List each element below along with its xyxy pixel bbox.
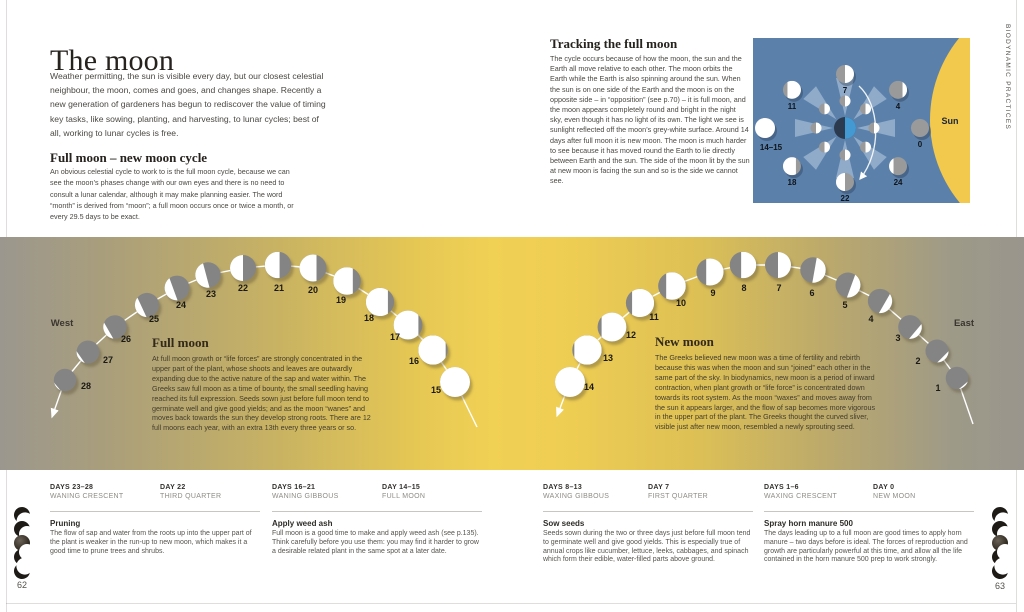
moon-phase-strip-left bbox=[12, 507, 32, 579]
arc-day-label: 18 bbox=[363, 313, 375, 323]
orbit-day-label: 18 bbox=[787, 178, 797, 188]
inner-moon bbox=[819, 142, 830, 153]
phase-name: FIRST QUARTER bbox=[648, 493, 709, 500]
arc-day-label: 2 bbox=[915, 356, 921, 366]
phase-name: WANING CRESCENT bbox=[50, 493, 124, 500]
action-description: Full moon is a good time to make and apply weed ash (see p.135). Think carefully before you use them: you may find it harder to grow a desirable related plant in the same spot at a later date. bbox=[272, 530, 479, 555]
moon-lit-side bbox=[366, 288, 388, 316]
east-label: East bbox=[953, 318, 975, 329]
arc-moon-day-19 bbox=[333, 267, 361, 295]
sun-label: Sun bbox=[941, 116, 959, 126]
inner-moon bbox=[860, 142, 871, 153]
full-moon-block bbox=[152, 335, 374, 433]
phase-name: THIRD QUARTER bbox=[160, 493, 222, 500]
divider bbox=[764, 511, 974, 512]
divider bbox=[543, 511, 753, 512]
arc-moon-day-12 bbox=[598, 313, 627, 342]
moon-phase-strip-right bbox=[990, 507, 1010, 579]
phase-days: DAY 0 bbox=[873, 484, 895, 491]
full-moon-block-heading: Full moon bbox=[152, 335, 209, 350]
arc-day-label: 10 bbox=[675, 298, 687, 308]
divider bbox=[272, 511, 482, 512]
action-description: The days leading up to a full moon are good times to apply horn manure – two days before is ideal. The forces of reproduction and growth are particularly powerful at this time, and allow all the life contained in the horn manure 500 prep to work strongly. bbox=[764, 530, 968, 564]
arc-day-label: 4 bbox=[868, 314, 874, 324]
arc-moon-day-22 bbox=[230, 255, 256, 281]
full-moon-block-paragraph: At full moon growth or “life forces” are strongly concentrated in the upper part of the plant, whose shoots and leaves are outwardly expanding due to the active nature of the sap and water within. The Greeks saw full moon as a time of bounty, the small seedling having reached its full expression. Seeds sown just before full moon tend to germinate well and give good yields; and as the moon “wanes” and moves back towards the sun they develop strong roots. There are 12 full moons each year, with an extra 13th every three years or so. bbox=[152, 354, 371, 433]
orbit-moon-day-11 bbox=[783, 81, 801, 99]
phase-name: WAXING CRESCENT bbox=[764, 493, 838, 500]
inner-moon bbox=[860, 103, 871, 114]
page-edge-bottom bbox=[6, 603, 1016, 604]
orbit-day-label: 0 bbox=[917, 140, 923, 149]
arc-day-label: 19 bbox=[335, 295, 347, 305]
phase-days: DAY 7 bbox=[648, 484, 670, 491]
arc-moon-day-7 bbox=[765, 252, 791, 278]
arc-day-label: 3 bbox=[895, 333, 901, 343]
arc-day-label: 15 bbox=[430, 385, 442, 395]
moon-lit-side bbox=[333, 267, 353, 295]
orbit-day-label: 11 bbox=[787, 101, 797, 111]
moon-lit-side bbox=[230, 255, 243, 281]
arc-moon-day-9 bbox=[696, 258, 723, 285]
arc-moon-day-8 bbox=[730, 252, 757, 279]
arc-day-label: 1 bbox=[935, 383, 941, 393]
moon-lit-side bbox=[299, 254, 316, 281]
arc-moon-day-18 bbox=[366, 288, 394, 316]
arc-day-label: 9 bbox=[710, 288, 716, 298]
arc-day-label: 7 bbox=[776, 283, 782, 293]
tracking-paragraph: The cycle occurs because of how the moon, the sun and the Earth all move relative to each other. The moon orbits the Earth while the Earth is also spinning around the sun. When the sun is on one side of the Earth and the moon is on the opposite side – in “opposition” (see p.70) – it is full moon, and the moon appears completely round and bright in the night sky, even though it has no light of its own. The light we see is sunlight reflected off the moon’s grey-white surface. Around 14 days after full moon it is new moon. The moon is much harder to see because it has moved round the Earth to lie directly between Earth and the sun. The side of the moon lit by the sun at new moon is facing the sun and so is the side we cannot see. bbox=[550, 54, 750, 186]
arc-day-label: 8 bbox=[741, 283, 747, 293]
arc-day-label: 28 bbox=[80, 381, 92, 391]
chapter-side-label: BIODYNAMIC PRACTICES bbox=[1004, 24, 1011, 131]
arc-moon-day-21 bbox=[265, 252, 291, 278]
phase-days: DAYS 1–6 bbox=[764, 484, 799, 491]
phase-days: DAY 14–15 bbox=[382, 484, 421, 491]
arc-day-label: 12 bbox=[625, 330, 637, 340]
divider bbox=[50, 511, 260, 512]
moon-orbit-diagram bbox=[753, 38, 970, 203]
tracking-heading: Tracking the full moon bbox=[550, 36, 678, 51]
arc-day-label: 22 bbox=[237, 283, 249, 293]
page-number-left: 62 bbox=[16, 580, 27, 590]
inner-moon bbox=[840, 150, 851, 161]
phase-table-group-sow-seeds bbox=[543, 484, 753, 574]
orbit-day-label: 7 bbox=[842, 86, 848, 95]
arc-day-label: 24 bbox=[175, 300, 187, 310]
arc-day-label: 6 bbox=[809, 288, 815, 298]
action-title: Sow seeds bbox=[543, 519, 585, 528]
page-number-right: 63 bbox=[994, 581, 1005, 591]
inner-moon bbox=[819, 103, 830, 114]
new-moon-block-paragraph: The Greeks believed new moon was a time of fertility and rebirth because this was when the moon and sun “joined” each other in the same part of the sky. In biodynamics, new moon is a period of inward contraction, when plant growth or “life force” is concentrated down towards its root system. As the moon “waxes” and moves away from the sun it appears larger, and the flow of sap becomes more vigorous in the upper part of the plant. The Greeks thought the curved sliver, visible just after new moon, resembled a newly sprouting seed. bbox=[655, 353, 876, 432]
moon-lit-side bbox=[440, 367, 470, 397]
phase-days: DAY 22 bbox=[160, 484, 186, 491]
orbit-moon-day-7 bbox=[836, 65, 854, 83]
cycle-section-heading: Full moon – new moon cycle bbox=[50, 150, 208, 165]
action-description: Seeds sown during the two or three days just before full moon tend to germinate well and give good yields. This is especially true of annual crops like cucumber, lettuce, leeks, cabbages, and spinach which form their edible, water-filled parts above ground. bbox=[543, 530, 751, 564]
orbit-day-label: 22 bbox=[840, 194, 850, 203]
phase-days: DAYS 16–21 bbox=[272, 484, 316, 491]
arc-moon-day-14 bbox=[555, 367, 585, 397]
phase-name: FULL MOON bbox=[382, 493, 426, 500]
arc-day-label: 13 bbox=[602, 353, 614, 363]
intro-paragraph: Weather permitting, the sun is visible every day, but our closest celestial neighbour, the moon, comes and goes, and changes shape. Recently a new generation of gardeners has begun to rediscover the value of timing key tasks, like sowing, planting, and harvesting, to lunar cycles; best of all, working to lunar cycles is free. bbox=[50, 71, 326, 138]
phase-name: NEW MOON bbox=[873, 493, 916, 500]
arc-day-label: 21 bbox=[273, 283, 285, 293]
phase-name: WAXING GIBBOUS bbox=[543, 493, 610, 500]
action-title: Spray horn manure 500 bbox=[764, 519, 853, 528]
arc-moon-day-20 bbox=[299, 254, 326, 281]
moon-lit-side bbox=[265, 252, 280, 278]
arc-day-label: 14 bbox=[583, 382, 595, 392]
moon-lit-side bbox=[755, 118, 775, 138]
phase-table-group-weed-ash bbox=[272, 484, 482, 574]
new-moon-block bbox=[655, 334, 877, 432]
west-label: West bbox=[50, 318, 74, 329]
arc-day-label: 25 bbox=[148, 314, 160, 324]
orbit-moon-day-18 bbox=[783, 157, 801, 175]
moon-dark-side bbox=[911, 119, 929, 137]
waxing-crescent-thin-icon bbox=[12, 561, 32, 581]
new-moon-block-heading: New moon bbox=[655, 334, 714, 349]
arc-day-label: 20 bbox=[307, 285, 319, 295]
orbit-day-label: 14–15 bbox=[759, 143, 783, 152]
orbit-moon-day-22 bbox=[836, 173, 854, 191]
orbit-moon-day-24 bbox=[889, 157, 907, 175]
arc-day-label: 27 bbox=[102, 355, 114, 365]
action-description: The flow of sap and water from the roots up into the upper part of the plant is weaker in the run-up to new moon, which makes it a good time to prune trees and shrubs. bbox=[50, 530, 252, 555]
arc-day-label: 17 bbox=[389, 332, 401, 342]
arc-moon-day-16 bbox=[418, 335, 447, 364]
arc-day-label: 26 bbox=[120, 334, 132, 344]
phase-name: WANING GIBBOUS bbox=[272, 493, 339, 500]
phase-table-group-pruning bbox=[50, 484, 260, 574]
earth bbox=[834, 117, 856, 139]
waxing-crescent-thin-icon bbox=[990, 561, 1010, 581]
arc-day-label: 11 bbox=[649, 312, 659, 322]
inner-moon bbox=[840, 96, 851, 107]
orbit-moon-day-14–15 bbox=[755, 118, 775, 138]
phase-days: DAYS 23–28 bbox=[50, 484, 94, 491]
arc-moon-day-15 bbox=[440, 367, 470, 397]
orbit-moon-day-0 bbox=[911, 119, 929, 137]
phase-days: DAYS 8–13 bbox=[543, 484, 583, 491]
moon-lit-side bbox=[555, 367, 585, 397]
page-title: The moon bbox=[50, 44, 175, 78]
orbit-day-label: 24 bbox=[893, 178, 903, 188]
orbit-moon-day-4 bbox=[889, 81, 907, 99]
cycle-section-paragraph: An obvious celestial cycle to work to is the full moon cycle, because we can see the moon’s phases change with our own eyes and there is no need to consult a lunar calendar, although it may make planning easier. The word “month” is derived from “moon”; a full moon occurs once or twice a month, or every 29.5 days to be exact. bbox=[50, 167, 294, 222]
action-title: Apply weed ash bbox=[272, 519, 333, 528]
inner-moon bbox=[869, 123, 880, 134]
phase-table-group-horn-manure bbox=[764, 484, 974, 574]
orbit-day-label: 4 bbox=[895, 101, 901, 111]
arc-day-label: 5 bbox=[842, 300, 848, 310]
arc-day-label: 23 bbox=[205, 289, 217, 299]
arc-moon-day-10 bbox=[658, 272, 686, 300]
arc-moon-day-13 bbox=[572, 335, 601, 364]
inner-moon bbox=[811, 123, 822, 134]
arc-day-label: 16 bbox=[408, 356, 420, 366]
action-title: Pruning bbox=[50, 519, 81, 528]
